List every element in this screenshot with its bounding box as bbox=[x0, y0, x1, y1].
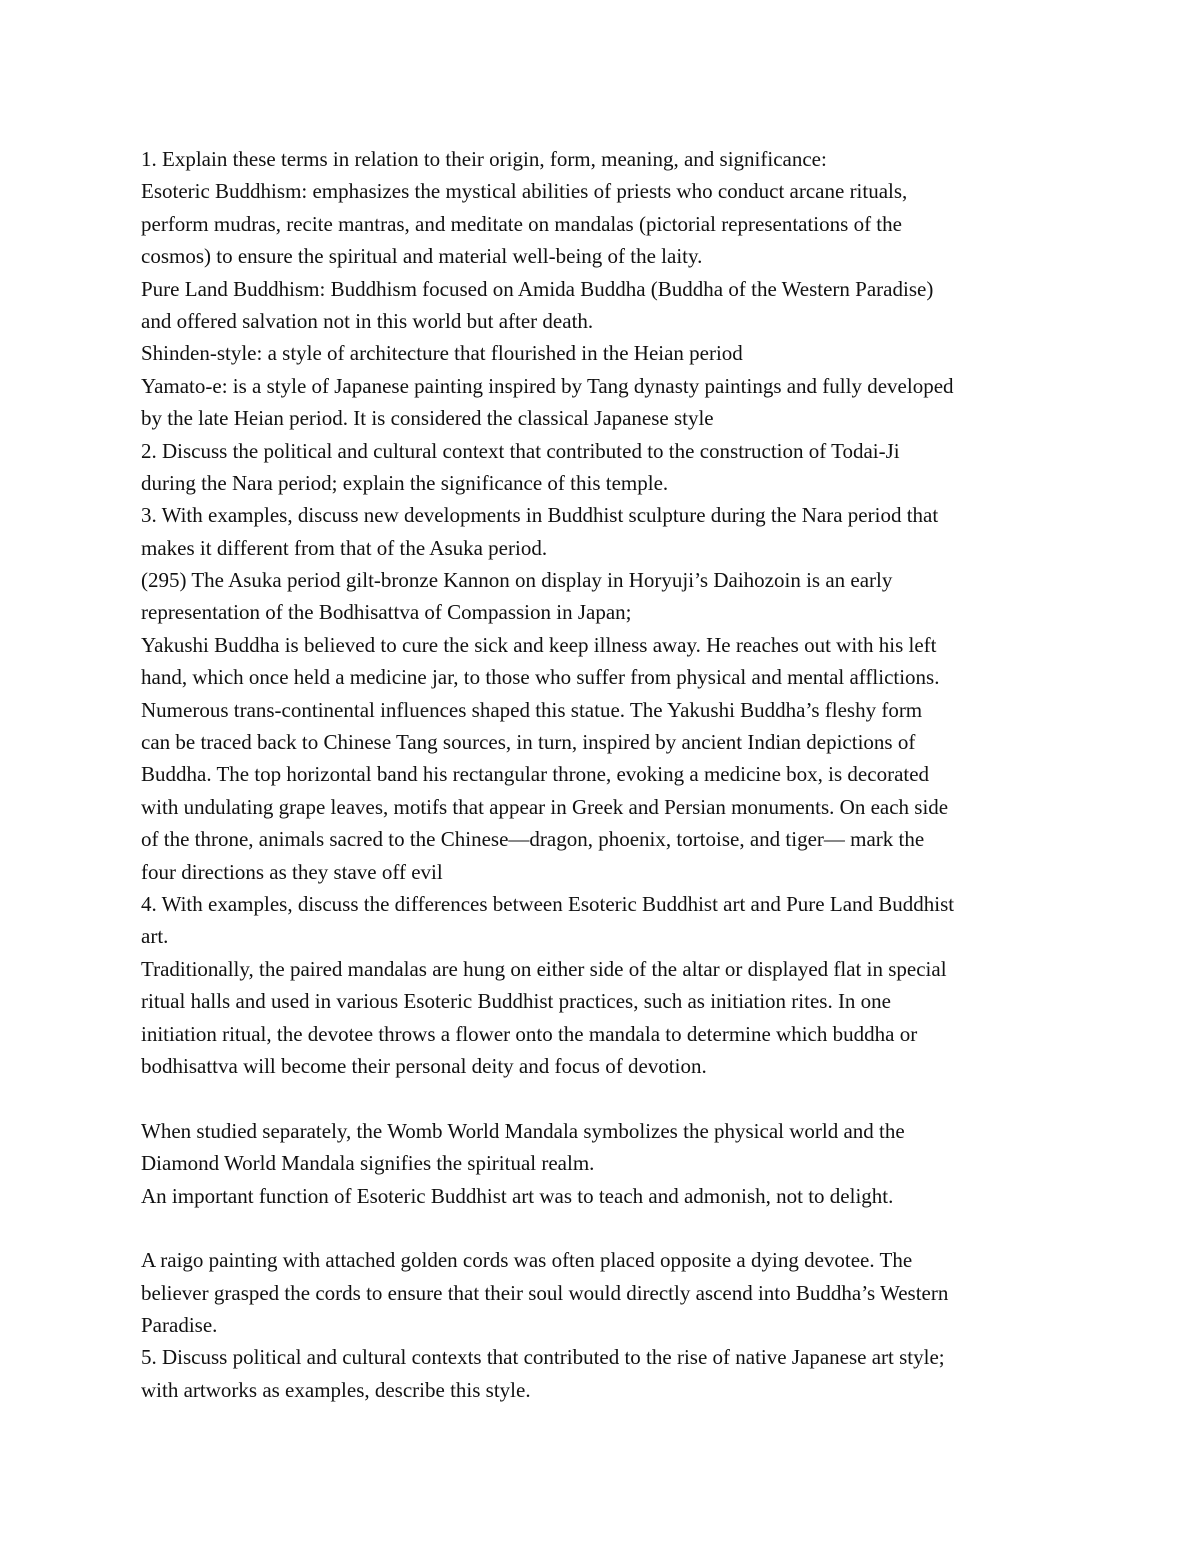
text-line: ritual halls and used in various Esoteric Buddhist practices, such as initiation rites. In one bbox=[141, 989, 892, 1014]
text-line: (295) The Asuka period gilt-bronze Kannon on display in Horyuji’s Daihozoin is an early bbox=[141, 568, 893, 593]
text-line: 5. Discuss political and cultural contexts that contributed to the rise of native Japanese art style; bbox=[141, 1345, 945, 1370]
text-line: makes it different from that of the Asuka period. bbox=[141, 535, 548, 560]
text-line: Pure Land Buddhism: Buddhism focused on Amida Buddha (Buddha of the Western Paradise) bbox=[141, 276, 934, 301]
text-line: by the late Heian period. It is considered the classical Japanese style bbox=[141, 406, 714, 431]
text-line: 2. Discuss the political and cultural context that contributed to the construction of Todai-Ji bbox=[141, 438, 900, 463]
text-line: representation of the Bodhisattva of Compassion in Japan; bbox=[141, 600, 632, 625]
text-line: with artworks as examples, describe this style. bbox=[141, 1377, 531, 1402]
text-line: perform mudras, recite mantras, and meditate on mandalas (pictorial representations of the bbox=[141, 211, 902, 236]
text-line: hand, which once held a medicine jar, to those who suffer from physical and mental afflictions. bbox=[141, 665, 940, 690]
text-line: A raigo painting with attached golden cords was often placed opposite a dying devotee. The bbox=[141, 1248, 913, 1273]
text-line: An important function of Esoteric Buddhist art was to teach and admonish, not to delight. bbox=[141, 1183, 894, 1208]
text-line: believer grasped the cords to ensure that their soul would directly ascend into Buddha’s Western bbox=[141, 1280, 949, 1305]
text-line: Buddha. The top horizontal band his rectangular throne, evoking a medicine box, is decorated bbox=[141, 762, 930, 787]
text-line: with undulating grape leaves, motifs that appear in Greek and Persian monuments. On each side bbox=[141, 794, 949, 819]
blank-line bbox=[141, 1212, 1071, 1244]
text-line: Yamato-e: is a style of Japanese painting inspired by Tang dynasty paintings and fully developed bbox=[141, 373, 954, 398]
text-line: Numerous trans-continental influences shaped this statue. The Yakushi Buddha’s fleshy form bbox=[141, 697, 923, 722]
text-line: cosmos) to ensure the spiritual and material well-being of the laity. bbox=[141, 244, 703, 269]
text-line: Yakushi Buddha is believed to cure the sick and keep illness away. He reaches out with his left bbox=[141, 632, 937, 657]
text-line: initiation ritual, the devotee throws a flower onto the mandala to determine which buddha or bbox=[141, 1021, 918, 1046]
text-line: Shinden-style: a style of architecture that flourished in the Heian period bbox=[141, 341, 743, 366]
text-line: can be traced back to Chinese Tang sources, in turn, inspired by ancient Indian depictions of bbox=[141, 730, 916, 755]
text-line: Esoteric Buddhism: emphasizes the mystical abilities of priests who conduct arcane rituals, bbox=[141, 179, 908, 204]
text-line: Paradise. bbox=[141, 1313, 218, 1338]
text-line: Traditionally, the paired mandalas are hung on either side of the altar or displayed flat in special bbox=[141, 956, 947, 981]
text-line: When studied separately, the Womb World Mandala symbolizes the physical world and the bbox=[141, 1118, 905, 1143]
text-line: 1. Explain these terms in relation to their origin, form, meaning, and significance: bbox=[141, 147, 827, 171]
document-body bbox=[141, 143, 1071, 1406]
text-line: during the Nara period; explain the significance of this temple. bbox=[141, 470, 669, 495]
text-line: of the throne, animals sacred to the Chinese—dragon, phoenix, tortoise, and tiger— mark the bbox=[141, 827, 925, 852]
text-line: and offered salvation not in this world but after death. bbox=[141, 308, 594, 333]
text-line: 3. With examples, discuss new developments in Buddhist sculpture during the Nara period that bbox=[141, 503, 939, 528]
text-line: art. bbox=[141, 924, 169, 949]
blank-line bbox=[141, 1082, 1071, 1114]
text-line: Diamond World Mandala signifies the spiritual realm. bbox=[141, 1151, 595, 1176]
text-line: 4. With examples, discuss the differences between Esoteric Buddhist art and Pure Land Buddhist bbox=[141, 891, 955, 916]
text-line: bodhisattva will become their personal deity and focus of devotion. bbox=[141, 1053, 707, 1078]
text-line: four directions as they stave off evil bbox=[141, 859, 443, 884]
